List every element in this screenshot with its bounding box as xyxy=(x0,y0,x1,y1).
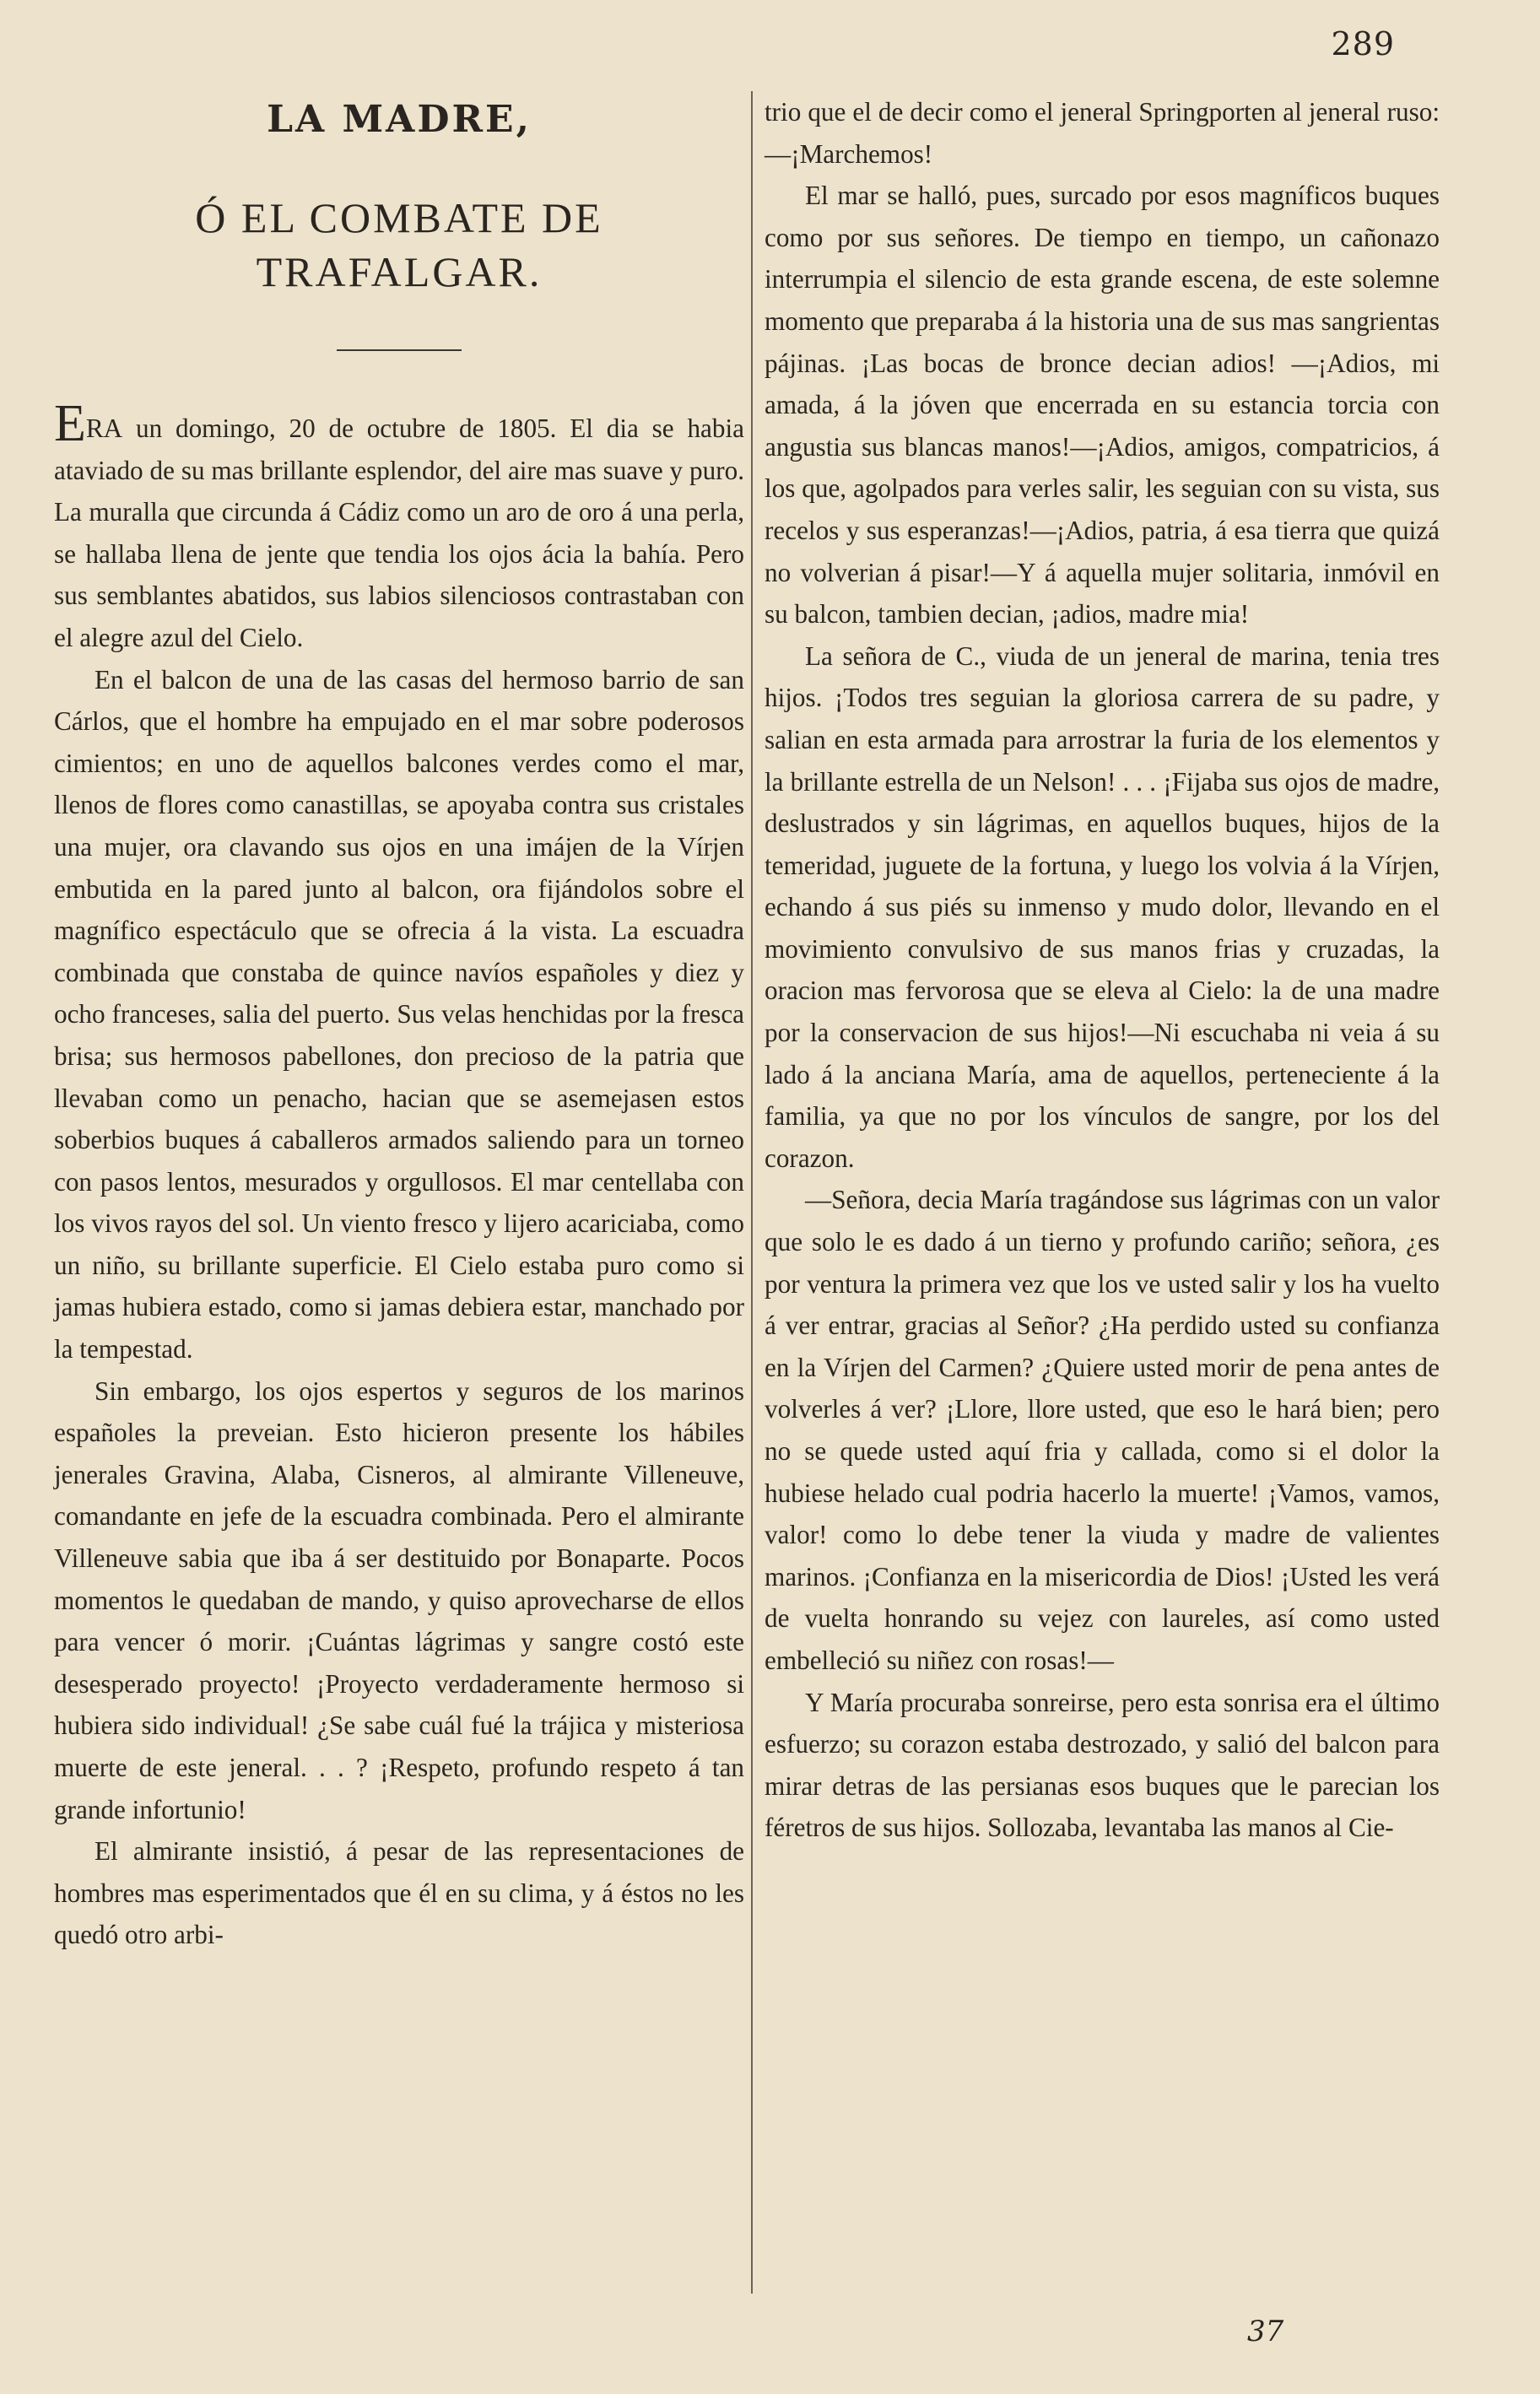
paragraph-3: Sin embargo, los ojos espertos y seguros de los marinos españoles la preveian. Esto hicieron presente los hábiles jenerales Gravina, Alaba, Cisneros, al almirante Villeneuve, comandante en jefe de la escuadra combinada. Pero el almirante Villeneuve sabia que iba á ser destituido por Bonaparte. Pocos momentos le quedaban de mando, y quiso aprovecharse de ellos para vencer ó morir. ¡Cuántas lágrimas y sangre costó este desesperado proyecto! ¡Proyecto verdaderamente hermoso si hubiera sido individual! ¿Se sabe cuál fué la trájica y misteriosa muerte de este jeneral. . . ? ¡Respeto, profundo respeto á tan grande infortunio! xyxy=(54,1375,744,1824)
drop-cap: E xyxy=(54,395,86,452)
paragraph-6: El mar se halló, pues, surcado por esos magníficos buques como por sus señores. De tiempo en tiempo, un cañonazo interrumpia el silencio de esta grande escena, de este solemne momento que preparaba á la historia una de sus mas sangrientas pájinas. ¡Las bocas de bronce decian adios! —¡Adios, mi amada, á la jóven que encerrada en su estancia torcia con angustia sus blancas manos!—¡Adios, amigos, compatricios, á los que, agolpados para verles salir, les seguian con su vista, sus recelos y sus esperanzas!—¡Adios, patria, á esa tierra que quizá no volverian á pisar!—Y á aquella mujer solitaria, inmóvil en su balcon, tambien decian, ¡adios, madre mia! xyxy=(765,181,1440,630)
article-title: LA MADRE, xyxy=(267,98,532,141)
left-column xyxy=(54,91,744,1956)
title-divider xyxy=(337,349,462,351)
paragraph-8: —Señora, decia María tragándose sus lágrimas con un valor que solo le es dado á un tierno y profundo cariño; señora, ¿es por ventura la primera vez que los ve usted salir y los ha vuelto á ver entrar, gracias al Señor? ¿Ha perdido usted su confianza en la Vírjen del Carmen? ¿Quiere usted morir de pena antes de volverles á ver? ¡Llore, llore usted, que eso le hará bien; pero no se quede usted aquí fria y callada, como si el dolor la hubiese helado cual podria hacerlo la muerte! ¡Vamos, vamos, valor! como lo debe tener la viuda y madre de valientes marinos. ¡Confianza en la misericordia de Dios! ¡Usted les verá de vuelta honrando su vejez con laureles, así como usted embelleció su niñez con rosas!— xyxy=(765,1185,1440,1675)
paragraph-1 xyxy=(54,395,744,659)
paragraph-5: trio que el de decir como el jeneral Springporten al jeneral ruso:—¡Marchemos! xyxy=(765,97,1440,169)
paragraph-2: En el balcon de una de las casas del hermoso barrio de san Cárlos, que el hombre ha empujado en el mar sobre poderosos cimientos; en uno de aquellos balcones verdes como el mar, llenos de flores como canastillas, se apoyaba contra sus cristales una mujer, ora clavando sus ojos en una imájen de la Vírjen embutida en la pared junto al balcon, ora fijándolos sobre el magnífico espectáculo que se ofrecia á la vista. La escuadra combinada que constaba de quince navíos españoles y diez y ocho franceses, salia del puerto. Sus velas henchidas por la fresca brisa; sus hermosos pabellones, don precioso de la patria que llevaban como un penacho, hacian que se asemejasen estos soberbios buques á caballeros armados saliendo para un torneo con pasos lentos, mesurados y orgullosos. El mar centellaba con los vivos rayos del sol. Un viento fresco y lijero acariciaba, como un niño, su brillante superficie. El Cielo estaba puro como si jamas hubiera estado, como si jamas debiera estar, manchado por la tempestad. xyxy=(54,664,744,1365)
page-number: 289 xyxy=(1331,25,1395,62)
paragraph-7: La señora de C., viuda de un jeneral de marina, tenia tres hijos. ¡Todos tres seguian la gloriosa carrera de su padre, y salian en esta armada para arrostrar la furia de los elementos y la brillante estrella de un Nelson! . . . ¡Fijaba sus ojos de madre, deslustrados y sin lágrimas, en aquellos buques, hijos de la temeridad, juguete de la fortuna, y luego los volvia á la Vírjen, echando á sus piés su inmenso y mudo dolor, llevando en el movimiento convulsivo de sus manos frias y cruzadas, la oracion mas fervorosa que se eleva al Cielo: la de una madre por la conservacion de sus hijos!—Ni escuchaba ni veia á su lado á la anciana María, ama de aquellos, perteneciente á la familia, ya que no por los vínculos de sangre, por los del corazon. xyxy=(765,640,1440,1173)
signature-folio: 37 xyxy=(1247,2315,1284,2348)
article-subtitle: Ó EL COMBATE DE TRAFALGAR. xyxy=(195,194,603,295)
column-divider xyxy=(751,91,753,2294)
paragraph-4: El almirante insistió, á pesar de las representaciones de hombres mas esperimentados que él en su clima, y á éstos no les quedó otro arbi- xyxy=(54,1836,744,1950)
article-title-block xyxy=(54,95,744,351)
paragraph-9: Y María procuraba sonreirse, pero esta sonrisa era el último esfuerzo; su corazon estaba destrozado, y salió del balcon para mirar detras de las persianas esos buques que le parecian los féretros de sus hijos. Sollozaba, levantaba las manos al Cie- xyxy=(765,1687,1440,1843)
right-column xyxy=(765,91,1440,1849)
paragraph-1-text: un domingo, 20 de octubre de 1805. El dia se habia ataviado de su mas brillante esplendor, del aire mas suave y puro. La muralla que circunda á Cádiz como un aro de oro á una perla, se hallaba llena de jente que tendia los ojos ácia la bahía. Pero sus semblantes abatidos, sus labios silenciosos contrastaban con el alegre azul del Cielo. xyxy=(54,413,744,652)
first-word-rest: RA xyxy=(85,413,123,443)
